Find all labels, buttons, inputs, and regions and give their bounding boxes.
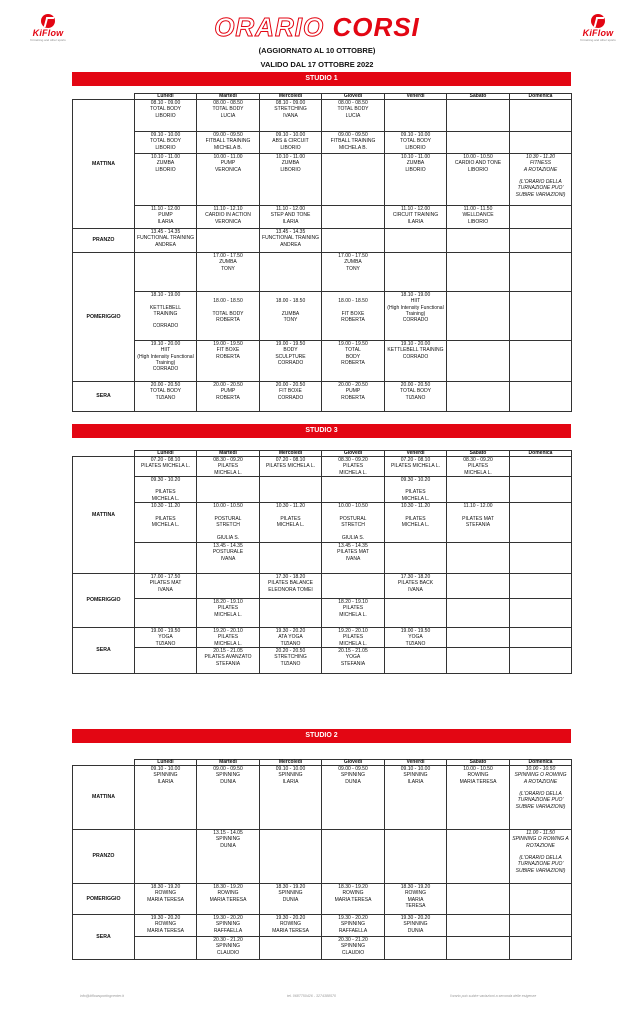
class-slot (447, 341, 510, 382)
updated-note: (AGGIORNATO AL 10 OTTOBRE) (258, 46, 376, 55)
class-slot: 19.30 - 20.20 SPINNING RAFFAELLA (197, 915, 260, 937)
class-slot: 08.30 - 09.20 PILATES MICHELA L. (447, 457, 510, 477)
class-slot (510, 457, 572, 477)
class-slot: 09.10 - 10.00 SPINNING ILARIA (260, 766, 322, 830)
class-slot: 09.00 - 09.50 FITBALL TRAINING MICHELA B. (322, 132, 385, 154)
brand-tagline: fit training and other sports (580, 38, 616, 42)
class-slot (510, 937, 572, 960)
class-slot: 10.00 - 11.00 PUMP VERONICA (197, 154, 260, 206)
day-header: Venerdì (385, 760, 447, 766)
day-header: Giovedì (322, 451, 385, 457)
schedule-row (73, 766, 572, 830)
class-slot (510, 543, 572, 574)
class-slot (385, 100, 447, 132)
class-slot (447, 830, 510, 884)
class-slot: 20.15 - 21.05 YOGA STEFANIA (322, 647, 385, 673)
schedule-row (73, 457, 572, 477)
class-slot: 07.20 - 08.10 PILATES MICHELA L. (260, 457, 322, 477)
class-slot: 17.00 - 17.50 PILATES MAT IVANA (135, 574, 197, 599)
class-slot: 17.00 - 17.50 ZUMBA TONY (322, 253, 385, 292)
class-slot: 19.10 - 20.00 HIIT (High Intensity Functional Training) CORRADO (135, 341, 197, 382)
day-header: Domenica (510, 760, 572, 766)
class-slot (385, 647, 447, 673)
schedule-row (73, 628, 572, 648)
class-slot: 18.10 - 19.00 KETTLEBELL TRAINING CORRADO (135, 292, 197, 341)
class-slot: 09.10 - 10.00 TOTAL BODY LIBORIO (135, 132, 197, 154)
class-slot (385, 543, 447, 574)
schedule-row (73, 937, 572, 960)
class-slot: 09.10 - 10.00 TOTAL BODY LIBORIO (385, 132, 447, 154)
day-header: Sabato (447, 760, 510, 766)
class-slot (385, 599, 447, 628)
class-slot (260, 253, 322, 292)
class-slot: 09.10 - 10.00 ABS & CIRCUIT LIBORIO (260, 132, 322, 154)
class-slot (510, 229, 572, 253)
class-slot: 10.10 - 11.00 ZUMBA LIBORIO (260, 154, 322, 206)
class-slot: 20.00 - 20.50 TOTAL BODY TIZIANO (385, 382, 447, 412)
class-slot: 10.00 - 10.50 POSTURAL STRETCH GIULIA S. (322, 503, 385, 543)
class-slot (135, 253, 197, 292)
studio-3-header: STUDIO 3 (72, 424, 571, 438)
title-corsi: CORSI (332, 12, 420, 42)
class-slot (510, 292, 572, 341)
period-label: PRANZO (73, 229, 135, 253)
class-slot: 17.30 - 18.20 PILATES BACK IVANA (385, 574, 447, 599)
period-label: SERA (73, 628, 135, 674)
class-slot (447, 915, 510, 937)
class-slot: 10.10 - 11.00 ZUMBA LIBORIO (135, 154, 197, 206)
class-slot: 09.00 - 09.50 SPINNING DUNIA (322, 766, 385, 830)
class-slot (447, 292, 510, 341)
class-slot: 20.00 - 20.50 PUMP ROBERTA (322, 382, 385, 412)
brand-name: KiFlow (582, 28, 614, 38)
class-slot: 09.00 - 09.50 FITBALL TRAINING MICHELA B. (197, 132, 260, 154)
class-slot (510, 100, 572, 132)
class-slot: 13.45 - 14.35 PILATES MAT IVANA (322, 543, 385, 574)
day-header: Giovedì (322, 94, 385, 100)
class-slot (135, 543, 197, 574)
schedule-row (73, 830, 572, 884)
period-label: MATTINA (73, 766, 135, 830)
period-label: POMERIGGIO (73, 574, 135, 628)
period-label: POMERIGGIO (73, 884, 135, 915)
class-slot (385, 937, 447, 960)
class-slot (447, 628, 510, 648)
day-header: Lunedì (135, 94, 197, 100)
class-slot: 09.10 - 10.00 SPINNING ILARIA (385, 766, 447, 830)
class-slot (447, 253, 510, 292)
class-slot: 19.30 - 20.20 SPINNING RAFFAELLA (322, 915, 385, 937)
class-slot (447, 382, 510, 412)
schedule-row (73, 543, 572, 574)
class-slot: 10.10 - 11.00 ZUMBA LIBORIO (385, 154, 447, 206)
class-slot: 10.30 - 11.20 PILATES MICHELA L. (260, 503, 322, 543)
footer-note: l'orario può subire variazioni a seconda delle esigenze (450, 994, 537, 998)
class-slot: 17.30 - 18.20 PILATES BALANCE ELEONORA TOMEI (260, 574, 322, 599)
class-slot: 08.30 - 09.20 PILATES MICHELA L. (197, 457, 260, 477)
class-slot: 19.30 - 20.20 ROWING MARIA TERESA (260, 915, 322, 937)
class-slot (322, 574, 385, 599)
studio-1-header: STUDIO 1 (72, 72, 571, 86)
class-slot: 13.45 - 14.35 FUNCTIONAL TRAINING ANDREA (135, 229, 197, 253)
class-slot (447, 476, 510, 502)
day-header: Mercoledì (260, 760, 322, 766)
class-slot (260, 830, 322, 884)
class-slot (197, 229, 260, 253)
class-slot: 18.00 - 18.50 ZUMBA TONY (260, 292, 322, 341)
period-label: POMERIGGIO (73, 253, 135, 382)
class-slot: 07.20 - 08.10 PILATES MICHELA L. (385, 457, 447, 477)
day-header: Martedì (197, 94, 260, 100)
class-slot (322, 476, 385, 502)
class-slot: 10.00 - 10.50 CARDIO AND TONE LIBORIO (447, 154, 510, 206)
class-slot: 18.10 - 19.00 HIIT (High Intensity Functional Training) CORRADO (385, 292, 447, 341)
class-slot: 18.30 - 19.20 ROWING MARIA TERESA (385, 884, 447, 915)
schedule-row (73, 382, 572, 412)
day-header: Venerdì (385, 94, 447, 100)
period-label: MATTINA (73, 100, 135, 229)
class-slot: 18.20 - 19.10 PILATES MICHELA L. (197, 599, 260, 628)
class-slot: 18.30 - 19.20 ROWING MARIA TERESA (322, 884, 385, 915)
period-label: PRANZO (73, 830, 135, 884)
class-slot (322, 830, 385, 884)
class-slot (260, 599, 322, 628)
class-slot: 10.00 - 10.50 POSTURAL STRETCH GIULIA S. (197, 503, 260, 543)
class-slot: 09.30 - 10.20 PILATES MICHELA L. (385, 476, 447, 502)
class-slot: 11.10 - 12.10 CARDIO IN ACTION VERONICA (197, 206, 260, 229)
class-slot (510, 884, 572, 915)
period-label: MATTINA (73, 457, 135, 574)
class-slot (447, 100, 510, 132)
schedule-row (73, 100, 572, 132)
class-slot: 11.10 - 12.00 PUMP ILARIA (135, 206, 197, 229)
class-slot (510, 503, 572, 543)
day-header: Sabato (447, 451, 510, 457)
class-slot: 19.20 - 20.10 PILATES MICHELA L. (197, 628, 260, 648)
class-slot: 11.00 - 11.50 SPINNING O ROWING A ROTAZIONE (L'ORARIO DELLA TURNAZIONE PUO' SUBIRE VARIAZIONI) (510, 830, 572, 884)
footer-email: info@kiflowsportingcenter.it (80, 994, 124, 998)
class-slot: 08.00 - 08.50 TOTAL BODY LUCIA (197, 100, 260, 132)
class-slot: 20.30 - 21.20 SPINNING CLAUDIO (197, 937, 260, 960)
class-slot: 19.10 - 20.00 KETTLEBELL TRAINING CORRADO (385, 341, 447, 382)
studio-3-schedule-table (72, 450, 572, 674)
day-header: Lunedì (135, 760, 197, 766)
studio-2-header: STUDIO 2 (72, 729, 571, 743)
class-slot: 18.20 - 19.10 PILATES MICHELA L. (322, 599, 385, 628)
class-slot (510, 476, 572, 502)
class-slot (135, 937, 197, 960)
class-slot (197, 476, 260, 502)
class-slot (510, 599, 572, 628)
class-slot: 20.15 - 21.05 PILATES AVANZATO STEFANIA (197, 647, 260, 673)
class-slot: 20.30 - 21.20 SPINNING CLAUDIO (322, 937, 385, 960)
class-slot: 08.10 - 09.00 STRETCHING IVANA (260, 100, 322, 132)
class-slot (510, 647, 572, 673)
day-header: Giovedì (322, 760, 385, 766)
class-slot (385, 830, 447, 884)
class-slot: 08.00 - 08.50 TOTAL BODY LUCIA (322, 100, 385, 132)
class-slot (447, 599, 510, 628)
class-slot (135, 647, 197, 673)
studio-2-schedule-table (72, 759, 572, 960)
class-slot (510, 915, 572, 937)
class-slot: 08.10 - 09.00 TOTAL BODY LIBORIO (135, 100, 197, 132)
class-slot: 20.00 - 20.50 FIT BOXE CORRADO (260, 382, 322, 412)
class-slot (322, 206, 385, 229)
brand-name: KiFlow (32, 28, 64, 38)
schedule-row (73, 292, 572, 341)
class-slot: 19.30 - 20.20 SPINNING DUNIA (385, 915, 447, 937)
schedule-row (73, 647, 572, 673)
class-slot: 19.00 - 19.50 YOGA TIZIANO (385, 628, 447, 648)
class-slot (135, 599, 197, 628)
schedule-row (73, 253, 572, 292)
day-header: Venerdì (385, 451, 447, 457)
class-slot: 20.00 - 20.50 PUMP ROBERTA (197, 382, 260, 412)
schedule-row (73, 574, 572, 599)
class-slot: 17.00 - 17.50 ZUMBA TONY (197, 253, 260, 292)
class-slot (510, 132, 572, 154)
page-title (0, 12, 634, 42)
class-slot (197, 574, 260, 599)
class-slot: 19.30 - 20.20 ATA YOGA TIZIANO (260, 628, 322, 648)
schedule-row (73, 132, 572, 154)
class-slot (510, 628, 572, 648)
day-header: Martedì (197, 760, 260, 766)
class-slot: 18.30 - 19.20 ROWING MARIA TERESA (197, 884, 260, 915)
brand-tagline: fit training and other sports (30, 38, 66, 42)
class-slot (447, 937, 510, 960)
class-slot (510, 382, 572, 412)
schedule-row (73, 599, 572, 628)
schedule-row (73, 503, 572, 543)
class-slot (260, 543, 322, 574)
class-slot: 10.30 - 11.20 PILATES MICHELA L. (135, 503, 197, 543)
class-slot (510, 253, 572, 292)
class-slot (447, 884, 510, 915)
class-slot: 18.30 - 19.20 ROWING MARIA TERESA (135, 884, 197, 915)
class-slot: 10.00 - 10.50 SPINNING O ROWING A ROTAZIONE (L'ORARIO DELLA TURNAZIONE PUO' SUBIRE VARIAZIONI) (510, 766, 572, 830)
class-slot: 13.45 - 14.35 FUNCTIONAL TRAINING ANDREA (260, 229, 322, 253)
class-slot: 18.00 - 18.50 TOTAL BODY ROBERTA (197, 292, 260, 341)
class-slot: 18.00 - 18.50 FIT BOXE ROBERTA (322, 292, 385, 341)
class-slot: 19.00 - 19.50 TOTAL BODY ROBERTA (322, 341, 385, 382)
class-slot: 09.00 - 09.50 SPINNING DUNIA (197, 766, 260, 830)
class-slot (510, 206, 572, 229)
schedule-row (73, 206, 572, 229)
class-slot (510, 341, 572, 382)
day-header: Domenica (510, 451, 572, 457)
class-slot (447, 574, 510, 599)
class-slot: 09.30 - 10.20 PILATES MICHELA L. (135, 476, 197, 502)
class-slot (322, 229, 385, 253)
class-slot (447, 543, 510, 574)
class-slot (385, 229, 447, 253)
class-slot: 13.15 - 14.05 SPINNING DUNIA (197, 830, 260, 884)
class-slot: 11.10 - 12.00 CIRCUIT TRAINING ILARIA (385, 206, 447, 229)
class-slot: 19.30 - 20.20 ROWING MARIA TERESA (135, 915, 197, 937)
studio-1-schedule-table (72, 93, 572, 412)
class-slot: 10.30 - 11.20 PILATES MICHELA L. (385, 503, 447, 543)
class-slot (447, 647, 510, 673)
class-slot: 11.00 - 11.50 WELLDANCE LIBORIO (447, 206, 510, 229)
class-slot: 20.00 - 20.50 TOTAL BODY TIZIANO (135, 382, 197, 412)
footer-phone: tel. 0687750426 - 3274388570 (287, 994, 336, 998)
class-slot: 19.00 - 19.50 YOGA TIZIANO (135, 628, 197, 648)
class-slot: 08.30 - 09.20 PILATES MICHELA L. (322, 457, 385, 477)
class-slot: 13.45 - 14.35 POSTURALE IVANA (197, 543, 260, 574)
class-slot: 19.00 - 19.50 BODY SCULPTURE CORRADO (260, 341, 322, 382)
class-slot (510, 574, 572, 599)
class-slot: 10.00 - 10.50 ROWING MARIA TERESA (447, 766, 510, 830)
schedule-row (73, 154, 572, 206)
day-header: Martedì (197, 451, 260, 457)
schedule-row (73, 476, 572, 502)
class-slot (385, 253, 447, 292)
day-header: Mercoledì (260, 94, 322, 100)
period-label: SERA (73, 382, 135, 412)
schedule-row (73, 229, 572, 253)
day-header: Domenica (510, 94, 572, 100)
schedule-row (73, 341, 572, 382)
class-slot (260, 476, 322, 502)
class-slot: 19.20 - 20.10 PILATES MICHELA L. (322, 628, 385, 648)
class-slot (447, 229, 510, 253)
class-slot (135, 830, 197, 884)
schedule-row (73, 884, 572, 915)
class-slot: 20.20 - 20.50 STRETCHING TIZIANO (260, 647, 322, 673)
class-slot (322, 154, 385, 206)
day-header: Lunedì (135, 451, 197, 457)
valid-from-note: VALIDO DAL 17 OTTOBRE 2022 (260, 60, 374, 69)
title-orario: ORARIO (214, 12, 325, 42)
class-slot: 19.00 - 19.50 FIT BOXE ROBERTA (197, 341, 260, 382)
class-slot: 11.10 - 12.00 STEP AND TONE ILARIA (260, 206, 322, 229)
class-slot: 10.30 - 11.20 FITNESS A ROTAZIONE (L'ORARIO DELLA TURNAZIONE PUO' SUBIRE VARIAZIONI) (510, 154, 572, 206)
class-slot: 18.30 - 19.20 SPINNING DUNIA (260, 884, 322, 915)
schedule-row (73, 915, 572, 937)
day-header: Mercoledì (260, 451, 322, 457)
class-slot: 07.20 - 08.10 PILATES MICHELA L. (135, 457, 197, 477)
class-slot (447, 132, 510, 154)
day-header: Sabato (447, 94, 510, 100)
class-slot (260, 937, 322, 960)
period-label: SERA (73, 915, 135, 960)
class-slot: 09.10 - 10.00 SPINNING ILARIA (135, 766, 197, 830)
class-slot: 11.10 - 12.00 PILATES MAT STEFANIA (447, 503, 510, 543)
